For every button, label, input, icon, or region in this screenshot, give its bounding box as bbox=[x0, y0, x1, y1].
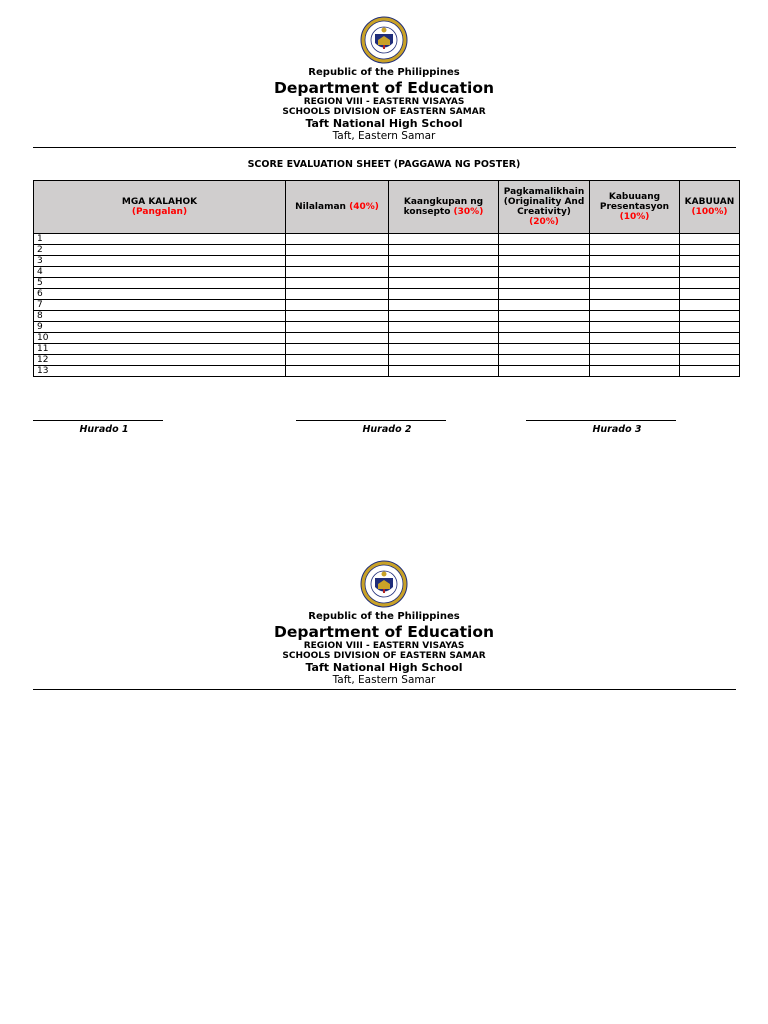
sheet-title: SCORE EVALUATION SHEET (PAGGAWA NG POSTER) bbox=[247, 159, 521, 170]
score-cell[interactable] bbox=[680, 311, 740, 322]
score-cell[interactable] bbox=[286, 366, 389, 377]
score-cell[interactable] bbox=[680, 366, 740, 377]
table-row bbox=[34, 245, 740, 256]
score-cell[interactable] bbox=[680, 355, 740, 366]
republic-text: Republic of the Philippines bbox=[308, 611, 460, 622]
score-cell[interactable] bbox=[286, 234, 389, 245]
row-number-cell[interactable]: 13 bbox=[34, 366, 286, 377]
header-rule-top bbox=[33, 147, 736, 148]
column-header-participants: MGA KALAHOK (Pangalan) bbox=[34, 181, 286, 234]
score-table bbox=[33, 180, 740, 377]
region-text: REGION VIII - EASTERN VISAYAS bbox=[303, 97, 465, 107]
table-row bbox=[34, 322, 740, 333]
score-cell[interactable] bbox=[680, 278, 740, 289]
score-cell[interactable] bbox=[590, 344, 680, 355]
score-cell[interactable] bbox=[389, 256, 499, 267]
region-text: REGION VIII - EASTERN VISAYAS bbox=[303, 641, 465, 651]
department-title: Department of Education bbox=[273, 623, 495, 641]
score-cell[interactable] bbox=[499, 278, 590, 289]
score-cell[interactable] bbox=[389, 245, 499, 256]
score-cell[interactable] bbox=[680, 267, 740, 278]
score-cell[interactable] bbox=[499, 300, 590, 311]
table-row bbox=[34, 289, 740, 300]
score-cell[interactable] bbox=[590, 234, 680, 245]
row-number-cell[interactable]: 1 bbox=[34, 234, 286, 245]
score-cell[interactable] bbox=[389, 366, 499, 377]
score-cell[interactable] bbox=[590, 366, 680, 377]
score-cell[interactable] bbox=[286, 344, 389, 355]
score-cell[interactable] bbox=[499, 344, 590, 355]
score-cell[interactable] bbox=[590, 333, 680, 344]
score-cell[interactable] bbox=[286, 267, 389, 278]
score-cell[interactable] bbox=[286, 300, 389, 311]
score-cell[interactable] bbox=[590, 256, 680, 267]
deped-seal-icon bbox=[360, 560, 408, 608]
score-cell[interactable] bbox=[389, 344, 499, 355]
score-cell[interactable] bbox=[389, 234, 499, 245]
signature-label-1: Hurado 1 bbox=[79, 424, 129, 435]
table-row bbox=[34, 267, 740, 278]
signature-line-3[interactable] bbox=[526, 420, 676, 421]
score-cell[interactable] bbox=[389, 300, 499, 311]
score-table-body bbox=[34, 234, 740, 377]
table-row bbox=[34, 333, 740, 344]
division-text: SCHOOLS DIVISION OF EASTERN SAMAR bbox=[282, 651, 486, 661]
row-number-cell[interactable]: 5 bbox=[34, 278, 286, 289]
score-cell[interactable] bbox=[499, 267, 590, 278]
score-cell[interactable] bbox=[389, 355, 499, 366]
signature-line-1[interactable] bbox=[33, 420, 163, 421]
score-cell[interactable] bbox=[286, 256, 389, 267]
score-cell[interactable] bbox=[499, 355, 590, 366]
score-cell[interactable] bbox=[499, 245, 590, 256]
score-cell[interactable] bbox=[590, 300, 680, 311]
score-cell[interactable] bbox=[590, 355, 680, 366]
score-cell[interactable] bbox=[286, 245, 389, 256]
table-row bbox=[34, 300, 740, 311]
score-cell[interactable] bbox=[680, 344, 740, 355]
department-title: Department of Education bbox=[273, 79, 495, 97]
score-cell[interactable] bbox=[680, 245, 740, 256]
table-row bbox=[34, 311, 740, 322]
row-number-cell[interactable]: 2 bbox=[34, 245, 286, 256]
score-cell[interactable] bbox=[590, 278, 680, 289]
row-number-cell[interactable]: 6 bbox=[34, 289, 286, 300]
score-cell[interactable] bbox=[499, 289, 590, 300]
score-cell[interactable] bbox=[499, 333, 590, 344]
deped-seal-icon bbox=[360, 16, 408, 64]
score-cell[interactable] bbox=[499, 311, 590, 322]
school-location: Taft, Eastern Samar bbox=[332, 674, 436, 686]
score-cell[interactable] bbox=[680, 300, 740, 311]
column-header-total: KABUUAN (100%) bbox=[680, 181, 740, 234]
score-cell[interactable] bbox=[389, 267, 499, 278]
header-rule-bottom bbox=[33, 689, 736, 690]
score-cell[interactable] bbox=[680, 333, 740, 344]
table-row bbox=[34, 355, 740, 366]
table-row bbox=[34, 278, 740, 289]
score-cell[interactable] bbox=[389, 333, 499, 344]
score-cell[interactable] bbox=[499, 366, 590, 377]
score-cell[interactable] bbox=[286, 289, 389, 300]
row-number-cell[interactable]: 12 bbox=[34, 355, 286, 366]
score-cell[interactable] bbox=[590, 267, 680, 278]
table-row bbox=[34, 344, 740, 355]
score-cell[interactable] bbox=[499, 256, 590, 267]
row-number-cell[interactable]: 10 bbox=[34, 333, 286, 344]
column-header-concept: Kaangkupan ng konsepto (30%) bbox=[389, 181, 499, 234]
table-row bbox=[34, 256, 740, 267]
school-name: Taft National High School bbox=[305, 117, 463, 130]
school-name: Taft National High School bbox=[305, 661, 463, 674]
signature-line-2[interactable] bbox=[296, 420, 446, 421]
score-cell[interactable] bbox=[590, 245, 680, 256]
score-cell[interactable] bbox=[499, 322, 590, 333]
table-header-row bbox=[34, 181, 740, 234]
score-cell[interactable] bbox=[590, 311, 680, 322]
score-cell[interactable] bbox=[389, 278, 499, 289]
signature-label-3: Hurado 3 bbox=[592, 424, 642, 435]
signature-label-2: Hurado 2 bbox=[362, 424, 412, 435]
score-cell[interactable] bbox=[389, 289, 499, 300]
score-cell[interactable] bbox=[286, 278, 389, 289]
score-cell[interactable] bbox=[286, 311, 389, 322]
table-row bbox=[34, 234, 740, 245]
row-number-cell[interactable]: 9 bbox=[34, 322, 286, 333]
row-number-cell[interactable]: 3 bbox=[34, 256, 286, 267]
column-header-presentation: Kabuuang Presentasyon (10%) bbox=[590, 181, 680, 234]
row-number-cell[interactable]: 7 bbox=[34, 300, 286, 311]
score-cell[interactable] bbox=[499, 234, 590, 245]
header-bottom bbox=[0, 560, 768, 686]
score-cell[interactable] bbox=[680, 322, 740, 333]
score-cell[interactable] bbox=[590, 289, 680, 300]
score-cell[interactable] bbox=[286, 322, 389, 333]
score-cell[interactable] bbox=[590, 322, 680, 333]
division-text: SCHOOLS DIVISION OF EASTERN SAMAR bbox=[282, 107, 486, 117]
score-cell[interactable] bbox=[680, 289, 740, 300]
score-cell[interactable] bbox=[286, 333, 389, 344]
column-header-content: Nilalaman (40%) bbox=[286, 181, 389, 234]
score-cell[interactable] bbox=[680, 234, 740, 245]
republic-text: Republic of the Philippines bbox=[308, 67, 460, 78]
header-top bbox=[0, 16, 768, 142]
row-number-cell[interactable]: 11 bbox=[34, 344, 286, 355]
score-cell[interactable] bbox=[389, 322, 499, 333]
school-location: Taft, Eastern Samar bbox=[332, 130, 436, 142]
row-number-cell[interactable]: 8 bbox=[34, 311, 286, 322]
score-cell[interactable] bbox=[680, 256, 740, 267]
column-header-creativity: Pagkamalikhain (Originality And Creativity) (20%) bbox=[499, 181, 590, 234]
row-number-cell[interactable]: 4 bbox=[34, 267, 286, 278]
score-cell[interactable] bbox=[286, 355, 389, 366]
score-cell[interactable] bbox=[389, 311, 499, 322]
table-row bbox=[34, 366, 740, 377]
